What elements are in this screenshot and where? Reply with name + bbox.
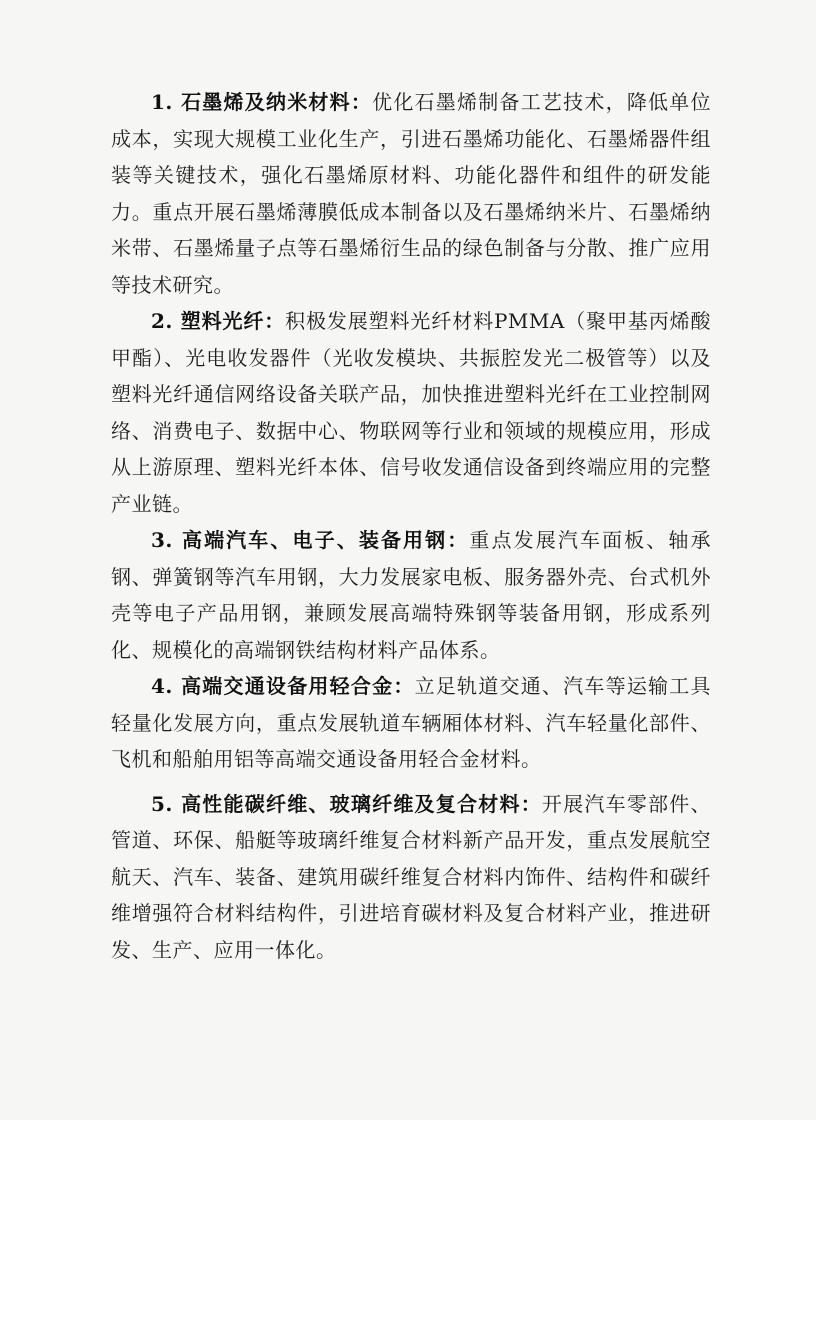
paragraph-text: 重点发展汽车面板、轴承钢、弹簧钢等汽车用钢，大力发展家电板、服务器外壳、台式机外壳等电子产品用钢，兼顾发展高端特殊钢等装备用钢，形成系列化、规模化的高端钢铁结构材料产品体系。 (111, 528, 712, 662)
paragraph-carbon-glass-fiber (111, 786, 711, 969)
paragraph-heading: 2. 塑料光纤： (151, 309, 286, 333)
blank-margin (0, 1120, 816, 1344)
paragraph-heading: 5. 高性能碳纤维、玻璃纤维及复合材料： (151, 791, 542, 816)
document-body (111, 84, 711, 968)
paragraph-high-end-steel (111, 522, 711, 668)
paragraph-heading: 4. 高端交通设备用轻合金： (151, 674, 415, 698)
paragraph-plastic-optical-fiber (111, 303, 711, 522)
paragraph-heading: 1. 石墨烯及纳米材料： (151, 90, 373, 114)
paragraph-graphene (111, 84, 711, 303)
paragraph-text: 优化石墨烯制备工艺技术，降低单位成本，实现大规模工业化生产，引进石墨烯功能化、石墨烯器件组装等关键技术，强化石墨烯原材料、功能化器件和组件的研发能力。重点开展石墨烯薄膜低成本制备以及石墨烯纳米片、石墨烯纳米带、石墨烯量子点等石墨烯衍生品的绿色制备与分散、推广应用等技术研究。 (111, 90, 712, 297)
paragraph-light-alloy (111, 668, 711, 778)
paragraph-text: 开展汽车零部件、管道、环保、船艇等玻璃纤维复合材料新产品开发，重点发展航空航天、汽车、装备、建筑用碳纤维复合材料内饰件、结构件和碳纤维增强符合材料结构件，引进培育碳材料及复合材料产业，推进研发、生产、应用一体化。 (111, 791, 712, 962)
paragraph-text: 积极发展塑料光纤材料PMMA（聚甲基丙烯酸甲酯）、光电收发器件（光收发模块、共振腔发光二极管等）以及塑料光纤通信网络设备关联产品，加快推进塑料光纤在工业控制网络、消费电子、数据中心、物联网等行业和领域的规模应用，形成从上游原理、塑料光纤本体、信号收发通信设备到终端应用的完整产业链。 (111, 309, 711, 516)
paragraph-text: 立足轨道交通、汽车等运输工具轻量化发展方向，重点发展轨道车辆厢体材料、汽车轻量化部件、飞机和船舶用铝等高端交通设备用轻合金材料。 (111, 674, 712, 771)
paragraph-heading: 3. 高端汽车、电子、装备用钢： (151, 528, 470, 552)
